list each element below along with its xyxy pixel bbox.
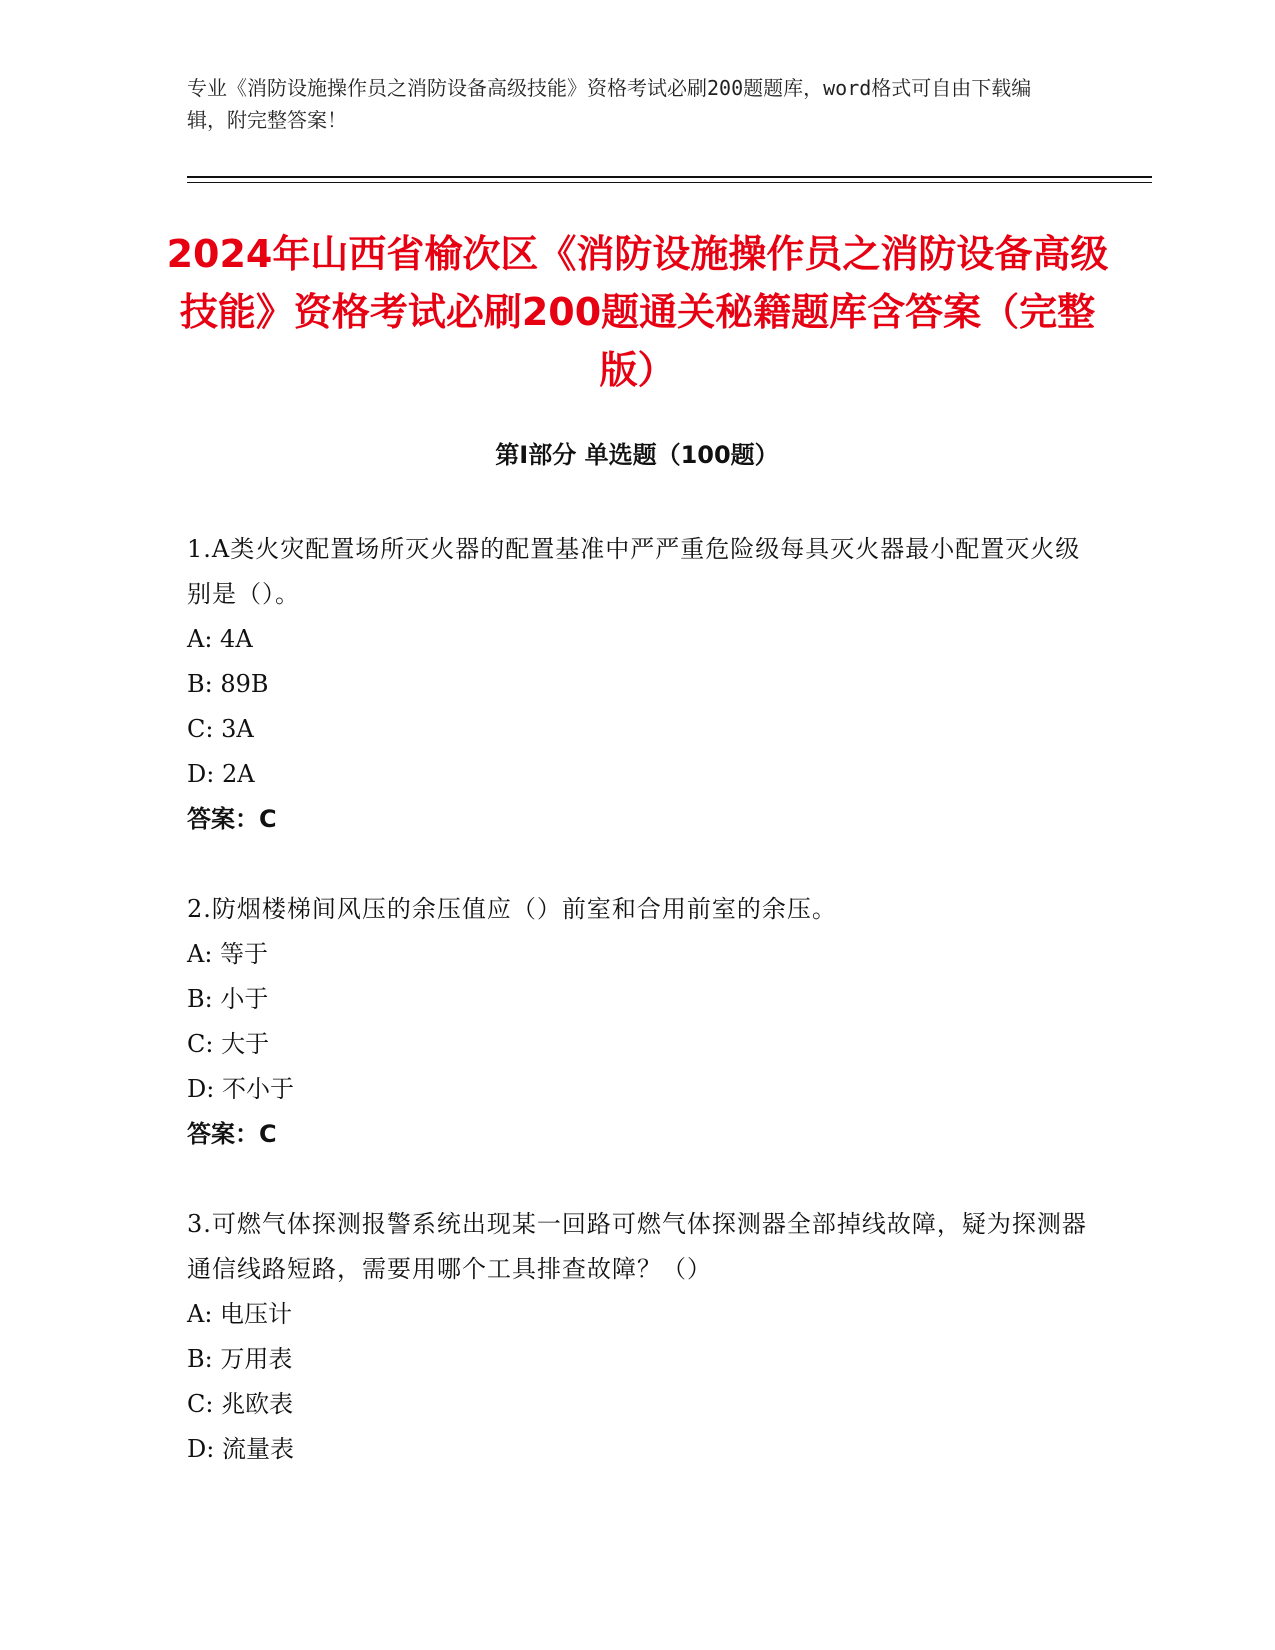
option-d: D: 流量表: [187, 1435, 294, 1463]
option-c: C: 3A: [187, 715, 254, 743]
option-b: B: 89B: [187, 670, 269, 698]
option-d: D: 不小于: [187, 1075, 294, 1103]
question-spacer: [187, 842, 1087, 887]
question-list: [187, 527, 1087, 1472]
question-stem: 2.防烟楼梯间风压的余压值应（）前室和合用前室的余压。: [187, 895, 837, 923]
header-rule-thin: [187, 182, 1152, 183]
option-a: A: 等于: [187, 940, 269, 968]
option-b: B: 小于: [187, 985, 269, 1013]
option-a: A: 4A: [187, 625, 253, 653]
option-b: B: 万用表: [187, 1345, 293, 1373]
question-3: [187, 1202, 1087, 1472]
question-spacer: [187, 1157, 1087, 1202]
question-1: [187, 527, 1087, 842]
question-stem: 3.可燃气体探测报警系统出现某一回路可燃气体探测器全部掉线故障，疑为探测器通信线路短路，需要用哪个工具排查故障？（）: [187, 1210, 1087, 1283]
option-a: A: 电压计: [187, 1300, 293, 1328]
question-2: [187, 887, 1087, 1157]
section-heading: 第Ⅰ部分 单选题（100题）: [495, 441, 779, 469]
document-title: 2024年山西省榆次区《消防设施操作员之消防设备高级技能》资格考试必刷200题通关秘籍题库含答案（完整版）: [166, 232, 1109, 392]
option-d: D: 2A: [187, 760, 255, 788]
option-c: C: 兆欧表: [187, 1390, 294, 1418]
header-note: 专业《消防设施操作员之消防设备高级技能》资格考试必刷200题题库，word格式可自由下载编辑，附完整答案！: [187, 76, 1032, 132]
header-rule-thick: [187, 176, 1152, 178]
answer: 答案：C: [187, 1120, 277, 1148]
option-c: C: 大于: [187, 1030, 270, 1058]
answer: 答案：C: [187, 805, 277, 833]
question-stem: 1.A类火灾配置场所灭火器的配置基准中严严重危险级每具灭火器最小配置灭火级别是（）。: [187, 535, 1081, 608]
